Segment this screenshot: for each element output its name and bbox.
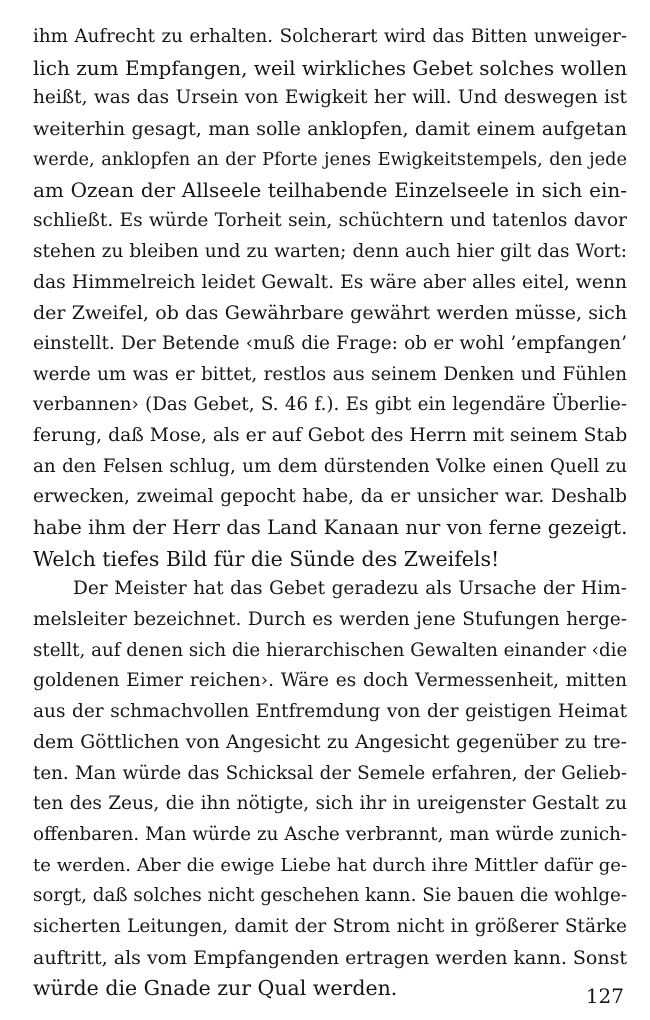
text-line: verbannen› (Das Gebet, S. 46 f.). Es gibt ein legendäre Überlie- [33,394,627,416]
text-line: Der Meister hat das Gebet geradezu als Ursache der Him- [73,578,627,600]
text-line: schließt. Es würde Torheit sein, schüchtern und tatenlos davor [33,210,627,232]
text-line: werde, anklopfen an der Pforte jenes Ewigkeitstempels, den jede [33,149,627,170]
text-line: werde um was er bittet, restlos aus seinem Denken und Fühlen [33,363,627,385]
text-line: sorgt, daß solches nicht geschehen kann. Sie bauen die wohlge- [33,885,627,907]
text-line: weiterhin gesagt, man solle anklopfen, damit einem aufgetan [33,118,627,141]
page-number: 127 [585,984,624,1008]
text-line: aus der schmachvollen Entfremdung von der geistigen Heimat [33,701,627,723]
text-line: stehen zu bleiben und zu warten; denn auch hier gilt das Wort: [33,240,627,262]
text-line: heißt, was das Ursein von Ewigkeit her will. Und deswegen ist [33,87,627,109]
text-line: melsleiter bezeichnet. Durch es werden jene Stufungen herge- [33,609,627,631]
text-line: einstellt. Der Betende ‹muß die Frage: ob er wohl ’empfangen’ [33,332,627,354]
text-line: am Ozean der Allseele teilhabende Einzelseele in sich ein- [33,178,627,203]
text-line: der Zweifel, ob das Gewährbare gewährt werden müsse, sich [33,302,627,325]
text-line: stellt, auf denen sich die hierarchischen Gewalten einander ‹die [33,639,628,661]
paragraph [33,22,627,574]
text-line: sicherten Leitungen, damit der Strom nicht in größerer Stärke [33,915,627,937]
text-line: erwecken, zweimal gepocht habe, da er unsicher war. Deshalb [33,486,627,508]
text-line: ihm Aufrecht zu erhalten. Solcherart wird das Bitten unweiger- [33,26,627,47]
text-line: goldenen Eimer reichen›. Wäre es doch Vermessenheit, mitten [33,670,627,692]
text-line: würde die Gnade zur Qual werden. [33,976,398,1001]
text-line: ferung, daß Mose, als er auf Gebot des Herrn mit seinem Stab [33,424,628,446]
text-line: dem Göttlichen von Angesicht zu Angesicht gegenüber zu tre- [33,731,627,753]
paragraph [33,574,627,1004]
text-line: habe ihm der Herr das Land Kanaan nur von ferne gezeigt. [33,516,628,539]
text-line: offenbaren. Man würde zu Asche verbrannt, man würde zunich- [33,823,627,845]
text-line: das Himmelreich leidet Gewalt. Es wäre aber alles eitel, wenn [33,271,627,293]
text-line: auftritt, als vom Empfangenden ertragen werden kann. Sonst [33,946,627,969]
text-line: te werden. Aber die ewige Liebe hat durch ihre Mittler dafür ge- [33,854,627,876]
text-line: an den Felsen schlug, um dem dürstenden Volke einen Quell zu [33,455,627,477]
text-line: lich zum Empfangen, weil wirkliches Gebet solches wollen [33,55,628,80]
text-line: Welch tiefes Bild für die Sünde des Zweifels! [33,546,500,571]
body-text [33,22,627,1004]
text-line: ten. Man würde das Schicksal der Semele erfahren, der Geliеb- [33,762,627,784]
text-line: ten des Zeus, die ihn nötigte, sich ihr in ureigenster Gestalt zu [33,793,627,815]
